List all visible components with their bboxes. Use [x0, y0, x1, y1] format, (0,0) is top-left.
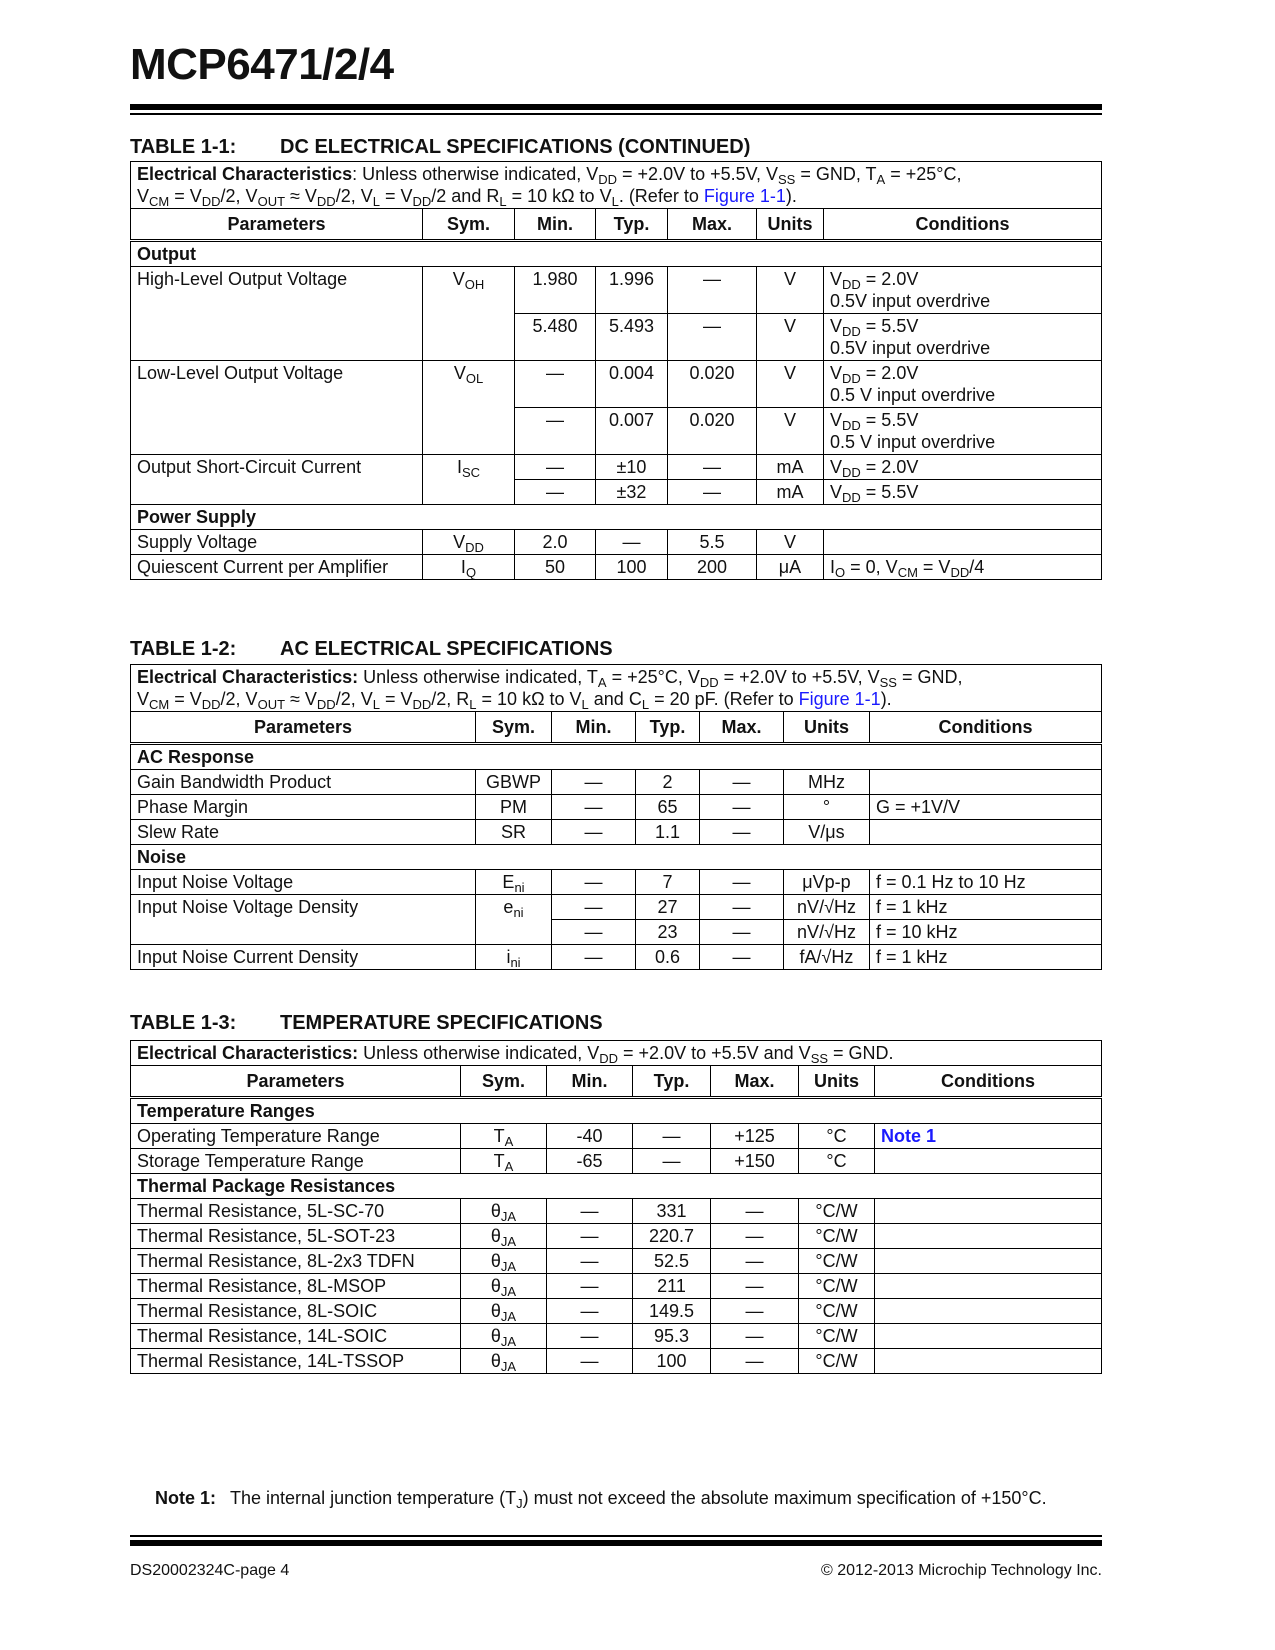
units-cell: mA — [757, 455, 824, 480]
max-cell: 200 — [668, 555, 757, 580]
footnote-text: The internal junction temperature (T — [230, 1488, 517, 1508]
table-row — [131, 895, 1102, 920]
section-label: Thermal Package Resistances — [131, 1174, 1102, 1199]
typ-cell: 0.004 — [596, 361, 668, 408]
units-cell: V — [757, 408, 824, 455]
section-label: Noise — [131, 845, 1102, 870]
electrical-characteristics-row — [131, 665, 1102, 712]
max-cell: — — [711, 1349, 799, 1374]
sym-cell: $I_Q$ — [423, 555, 515, 580]
sym-cell: $\theta_{JA}$ — [461, 1349, 547, 1374]
cond-cell: f = 10 kHz — [870, 920, 1102, 945]
min-cell: 2.0 — [515, 530, 596, 555]
table-row — [131, 820, 1102, 845]
section-row — [131, 505, 1102, 530]
units-cell: nV/√Hz — [784, 920, 870, 945]
table-row — [131, 361, 1102, 408]
max-cell: — — [711, 1224, 799, 1249]
typ-cell: 27 — [636, 895, 700, 920]
units-cell: μA — [757, 555, 824, 580]
max-cell: — — [700, 820, 784, 845]
cond-cell — [870, 820, 1102, 845]
cond-cell: $V_{DD} = 2.0V$ 0.5V input overdrive — [824, 267, 1102, 314]
units-cell: V — [757, 530, 824, 555]
sym-cell: PM — [476, 795, 552, 820]
cond-cell — [875, 1224, 1102, 1249]
section-row — [131, 744, 1102, 770]
cond-cell — [875, 1124, 1102, 1149]
table-number: TABLE 1-2: — [130, 638, 237, 660]
units-cell: °C/W — [799, 1299, 875, 1324]
param-cell: Thermal Resistance, 14L-TSSOP — [131, 1349, 461, 1374]
cond-cell — [870, 770, 1102, 795]
sym-cell: GBWP — [476, 770, 552, 795]
sym-cell: $T_A$ — [461, 1149, 547, 1174]
units-cell: μVp-p — [784, 870, 870, 895]
min-cell: -65 — [547, 1149, 633, 1174]
table-row — [131, 1274, 1102, 1299]
typ-cell: 0.007 — [596, 408, 668, 455]
col-header: Units — [784, 712, 870, 744]
max-cell: — — [700, 920, 784, 945]
sym-cell: $e_{ni}$ — [476, 895, 552, 945]
min-cell: — — [515, 408, 596, 455]
param-cell: Output Short-Circuit Current — [131, 455, 423, 505]
param-cell: Input Noise Current Density — [131, 945, 476, 970]
max-cell: 5.5 — [668, 530, 757, 555]
table-ac-specs — [130, 664, 1102, 970]
param-cell: Thermal Resistance, 8L-MSOP — [131, 1274, 461, 1299]
param-cell: Gain Bandwidth Product — [131, 770, 476, 795]
copyright: © 2012-2013 Microchip Technology Inc. — [821, 1562, 1102, 1579]
col-header: Min. — [515, 209, 596, 241]
typ-cell: — — [633, 1124, 711, 1149]
col-header: Max. — [668, 209, 757, 241]
typ-cell: 100 — [633, 1349, 711, 1374]
typ-cell: 2 — [636, 770, 700, 795]
param-cell: Input Noise Voltage Density — [131, 895, 476, 945]
typ-cell: 211 — [633, 1274, 711, 1299]
min-cell: — — [547, 1224, 633, 1249]
min-cell: 50 — [515, 555, 596, 580]
electrical-characteristics-note: Electrical Characteristics: Unless otherwise indicated, $V_{DD} = +2.0V$ to +5.5V, $V_{SS}$ = GND, $T_A = +25^\circ C$, $V_{CM} = V_{DD}/2$, $V_{OUT} \approx V_{DD}/2$, $V_L = V_{DD}/2$ and $R_L = 10$ kΩ to $V_L$. (Refer to Figure 1-1). — [131, 162, 1102, 209]
units-cell: V — [757, 361, 824, 408]
sym-cell: $\theta_{JA}$ — [461, 1224, 547, 1249]
col-header: Sym. — [461, 1066, 547, 1098]
min-cell: — — [552, 920, 636, 945]
section-label: Power Supply — [131, 505, 1102, 530]
col-header: Parameters — [131, 209, 423, 241]
units-cell: °C/W — [799, 1324, 875, 1349]
max-cell: +125 — [711, 1124, 799, 1149]
min-cell: — — [547, 1349, 633, 1374]
typ-cell: 5.493 — [596, 314, 668, 361]
max-cell: — — [711, 1299, 799, 1324]
table-title: DC ELECTRICAL SPECIFICATIONS (CONTINUED) — [280, 136, 751, 158]
param-cell: Thermal Resistance, 8L-2x3 TDFN — [131, 1249, 461, 1274]
table-row — [131, 267, 1102, 314]
cond-cell — [875, 1299, 1102, 1324]
table-row — [131, 555, 1102, 580]
param-cell: Quiescent Current per Amplifier — [131, 555, 423, 580]
section-row — [131, 845, 1102, 870]
table-row — [131, 530, 1102, 555]
cond-cell: $V_{DD} = 2.0V$ — [824, 455, 1102, 480]
sym-cell: $V_{OL}$ — [423, 361, 515, 455]
max-cell: — — [700, 770, 784, 795]
table-temperature-specs — [130, 1040, 1102, 1374]
typ-cell: 52.5 — [633, 1249, 711, 1274]
typ-cell: — — [596, 530, 668, 555]
col-header: Sym. — [476, 712, 552, 744]
param-cell: Input Noise Voltage — [131, 870, 476, 895]
table-row — [131, 455, 1102, 480]
max-cell: — — [668, 455, 757, 480]
min-cell: — — [552, 795, 636, 820]
section-label: Output — [131, 241, 1102, 267]
sym-cell: $T_A$ — [461, 1124, 547, 1149]
param-cell: Thermal Resistance, 5L-SC-70 — [131, 1199, 461, 1224]
min-cell: -40 — [547, 1124, 633, 1149]
typ-cell: 95.3 — [633, 1324, 711, 1349]
col-header: Typ. — [596, 209, 668, 241]
col-header: Units — [757, 209, 824, 241]
section-row — [131, 1174, 1102, 1199]
col-header: Conditions — [875, 1066, 1102, 1098]
cond-cell: f = 1 kHz — [870, 945, 1102, 970]
param-cell: Low-Level Output Voltage — [131, 361, 423, 455]
max-cell: — — [711, 1274, 799, 1299]
units-cell: °C — [799, 1124, 875, 1149]
table-row — [131, 1349, 1102, 1374]
cond-cell — [875, 1249, 1102, 1274]
max-cell: — — [700, 795, 784, 820]
table-row — [131, 1224, 1102, 1249]
section-row — [131, 241, 1102, 267]
cond-cell: $V_{DD} = 2.0V$ 0.5 V input overdrive — [824, 361, 1102, 408]
cond-cell — [875, 1349, 1102, 1374]
max-cell: — — [700, 870, 784, 895]
sym-cell: $\theta_{JA}$ — [461, 1299, 547, 1324]
min-cell: — — [547, 1199, 633, 1224]
max-cell: +150 — [711, 1149, 799, 1174]
param-cell: Storage Temperature Range — [131, 1149, 461, 1174]
sym-cell: $V_{OH}$ — [423, 267, 515, 361]
min-cell: 5.480 — [515, 314, 596, 361]
units-cell: °C/W — [799, 1349, 875, 1374]
units-cell: V/μs — [784, 820, 870, 845]
units-cell: °C/W — [799, 1249, 875, 1274]
footnote: Note 1: The internal junction temperature $(T_J)$ must not exceed the absolute maximum specification of +150°C. — [155, 1488, 1047, 1511]
footer-rule — [130, 1535, 1102, 1546]
max-cell: — — [700, 945, 784, 970]
table-row — [131, 1299, 1102, 1324]
cond-cell — [875, 1274, 1102, 1299]
footnote-label: Note 1: — [155, 1488, 217, 1508]
sym-cell: $\theta_{JA}$ — [461, 1274, 547, 1299]
table-number: TABLE 1-3: — [130, 1012, 237, 1034]
units-cell: fA/√Hz — [784, 945, 870, 970]
param-cell: Operating Temperature Range — [131, 1124, 461, 1149]
col-header: Max. — [711, 1066, 799, 1098]
typ-cell: 220.7 — [633, 1224, 711, 1249]
table-row — [131, 1124, 1102, 1149]
col-header: Conditions — [824, 209, 1102, 241]
col-header: Max. — [700, 712, 784, 744]
min-cell: — — [515, 480, 596, 505]
cond-cell: G = +1V/V — [870, 795, 1102, 820]
figure-link[interactable]: Figure 1-1 — [798, 689, 881, 709]
page-number: DS20002324C-page 4 — [130, 1562, 290, 1579]
col-header: Typ. — [636, 712, 700, 744]
col-header: Typ. — [633, 1066, 711, 1098]
units-cell: °C/W — [799, 1199, 875, 1224]
max-cell: — — [711, 1199, 799, 1224]
cond-cell: $V_{DD} = 5.5V$ 0.5 V input overdrive — [824, 408, 1102, 455]
col-header: Conditions — [870, 712, 1102, 744]
cond-cell: f = 0.1 Hz to 10 Hz — [870, 870, 1102, 895]
max-cell: — — [700, 895, 784, 920]
table-title: TEMPERATURE SPECIFICATIONS — [280, 1012, 603, 1034]
min-cell: — — [547, 1324, 633, 1349]
param-cell: Supply Voltage — [131, 530, 423, 555]
cond-cell: f = 1 kHz — [870, 895, 1102, 920]
col-header: Units — [799, 1066, 875, 1098]
units-cell: mA — [757, 480, 824, 505]
footnote-text: ) must not exceed the absolute maximum specification of +150°C. — [522, 1488, 1047, 1508]
units-cell: °C — [799, 1149, 875, 1174]
section-label: Temperature Ranges — [131, 1098, 1102, 1124]
header-row — [131, 712, 1102, 744]
param-cell: High-Level Output Voltage — [131, 267, 423, 361]
table-dc-specs — [130, 161, 1102, 580]
min-cell: — — [547, 1299, 633, 1324]
min-cell: — — [552, 895, 636, 920]
header-rule — [130, 104, 1102, 115]
col-header: Sym. — [423, 209, 515, 241]
table-2-caption — [130, 638, 613, 661]
units-cell: V — [757, 314, 824, 361]
typ-cell: 1.1 — [636, 820, 700, 845]
typ-cell: 23 — [636, 920, 700, 945]
note-1-link[interactable]: Note 1 — [881, 1126, 937, 1146]
cond-cell — [875, 1199, 1102, 1224]
col-header: Min. — [547, 1066, 633, 1098]
typ-cell: ±32 — [596, 480, 668, 505]
sym-cell: $\theta_{JA}$ — [461, 1199, 547, 1224]
units-cell: MHz — [784, 770, 870, 795]
min-cell: — — [515, 361, 596, 408]
sym-cell: $\theta_{JA}$ — [461, 1249, 547, 1274]
cond-cell — [875, 1324, 1102, 1349]
typ-cell: 65 — [636, 795, 700, 820]
typ-cell: 0.6 — [636, 945, 700, 970]
typ-cell: 7 — [636, 870, 700, 895]
units-cell: V — [757, 267, 824, 314]
param-cell: Thermal Resistance, 8L-SOIC — [131, 1299, 461, 1324]
typ-cell: 331 — [633, 1199, 711, 1224]
table-row — [131, 1249, 1102, 1274]
col-header: Parameters — [131, 1066, 461, 1098]
section-label: AC Response — [131, 744, 1102, 770]
units-cell: ° — [784, 795, 870, 820]
table-row — [131, 1199, 1102, 1224]
max-cell: — — [668, 267, 757, 314]
electrical-characteristics-row — [131, 162, 1102, 209]
param-cell: Thermal Resistance, 5L-SOT-23 — [131, 1224, 461, 1249]
electrical-characteristics-row — [131, 1041, 1102, 1066]
units-cell: °C/W — [799, 1274, 875, 1299]
col-header: Parameters — [131, 712, 476, 744]
min-cell: — — [547, 1274, 633, 1299]
typ-cell: ±10 — [596, 455, 668, 480]
max-cell: — — [711, 1324, 799, 1349]
typ-cell: 100 — [596, 555, 668, 580]
table-number: TABLE 1-1: — [130, 136, 237, 158]
header-row — [131, 1066, 1102, 1098]
table-row — [131, 870, 1102, 895]
max-cell: 0.020 — [668, 408, 757, 455]
sym-cell: $\theta_{JA}$ — [461, 1324, 547, 1349]
electrical-characteristics-note: Electrical Characteristics: Unless otherwise indicated, $T_A = +25^\circ C$, $V_{DD} = +2.0V$ to +5.5V, $V_{SS}$ = GND, $V_{CM} = V_{DD}/2$, $V_{OUT} \approx V_{DD}/2$, $V_L = V_{DD}/2$, $R_L = 10$ kΩ to $V_L$ and $C_L = 20$ pF. (Refer to Figure 1-1). — [131, 665, 1102, 712]
typ-cell: 149.5 — [633, 1299, 711, 1324]
cond-cell: $V_{DD} = 5.5V$ — [824, 480, 1102, 505]
typ-cell: 1.996 — [596, 267, 668, 314]
min-cell: — — [552, 870, 636, 895]
electrical-characteristics-note: Electrical Characteristics: Unless otherwise indicated, $V_{DD} = +2.0V$ to +5.5V and $V_{SS}$ = GND. — [131, 1041, 1102, 1066]
sym-cell: $i_{ni}$ — [476, 945, 552, 970]
param-cell: Phase Margin — [131, 795, 476, 820]
cond-cell: $I_O = 0$, $V_{CM} = V_{DD}/4$ — [824, 555, 1102, 580]
max-cell: — — [668, 314, 757, 361]
figure-link[interactable]: Figure 1-1 — [703, 186, 786, 206]
sym-cell: $I_{SC}$ — [423, 455, 515, 505]
max-cell: 0.020 — [668, 361, 757, 408]
table-row — [131, 770, 1102, 795]
col-header: Min. — [552, 712, 636, 744]
table-3-caption — [130, 1012, 603, 1035]
cond-cell: $V_{DD} = 5.5V$ 0.5V input overdrive — [824, 314, 1102, 361]
cond-cell — [875, 1149, 1102, 1174]
table-row — [131, 945, 1102, 970]
min-cell: — — [552, 770, 636, 795]
sym-cell: SR — [476, 820, 552, 845]
units-cell: °C/W — [799, 1224, 875, 1249]
table-row — [131, 795, 1102, 820]
cond-cell — [824, 530, 1102, 555]
min-cell: — — [547, 1249, 633, 1274]
section-row — [131, 1098, 1102, 1124]
table-row — [131, 1149, 1102, 1174]
header-row — [131, 209, 1102, 241]
sym-cell: $E_{ni}$ — [476, 870, 552, 895]
min-cell: — — [552, 945, 636, 970]
table-title: AC ELECTRICAL SPECIFICATIONS — [280, 638, 613, 660]
min-cell: — — [515, 455, 596, 480]
min-cell: — — [552, 820, 636, 845]
max-cell: — — [711, 1249, 799, 1274]
table-1-caption — [130, 136, 750, 159]
param-cell: Thermal Resistance, 14L-SOIC — [131, 1324, 461, 1349]
units-cell: nV/√Hz — [784, 895, 870, 920]
document-title: MCP6471/2/4 — [130, 40, 394, 89]
typ-cell: — — [633, 1149, 711, 1174]
table-row — [131, 1324, 1102, 1349]
min-cell: 1.980 — [515, 267, 596, 314]
max-cell: — — [668, 480, 757, 505]
sym-cell: $V_{DD}$ — [423, 530, 515, 555]
param-cell: Slew Rate — [131, 820, 476, 845]
